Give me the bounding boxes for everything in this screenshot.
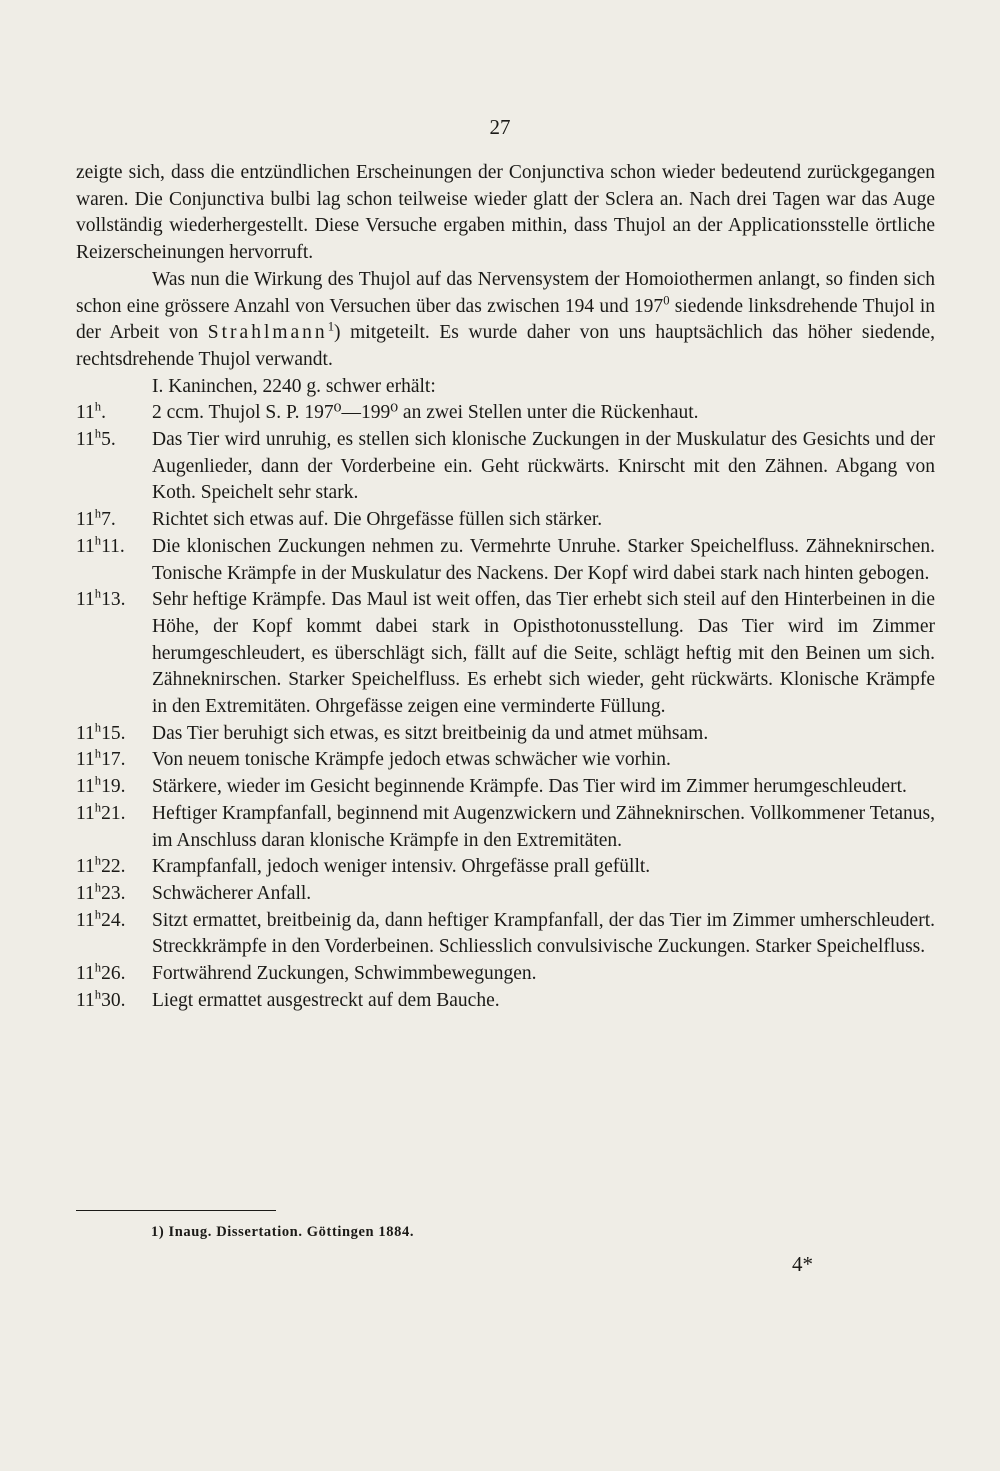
entry-minute: 15. bbox=[101, 722, 126, 744]
hour-mark: h bbox=[94, 800, 102, 815]
entry-time bbox=[76, 801, 152, 854]
entry-text: Das Tier beruhigt sich etwas, es sitzt breitbeinig da und atmet mühsam. bbox=[152, 722, 709, 744]
entry-text: Stärkere, wieder im Gesicht beginnende Krämpfe. Das Tier wird im Zimmer herumgeschleudert. bbox=[152, 776, 907, 798]
entry-text: Krampfanfall, jedoch weniger intensiv. Ohrgefässe prall gefüllt. bbox=[152, 856, 651, 878]
entry-minute: 17. bbox=[101, 749, 126, 771]
protocol-entry bbox=[76, 961, 935, 988]
entry-hour: 11 bbox=[76, 402, 95, 424]
hour-mark: h bbox=[94, 746, 102, 761]
entry-text: Heftiger Krampfanfall, beginnend mit Augenzwickern und Zähneknirschen. Vollkommener Tetanus, im Anschluss daran klonische Krämpfe in den Extremitäten. bbox=[152, 802, 935, 851]
entry-time bbox=[76, 881, 152, 908]
hour-mark: h bbox=[94, 880, 102, 895]
entry-hour: 11 bbox=[76, 589, 95, 611]
protocol-entry bbox=[76, 427, 935, 507]
entry-text: Die klonischen Zuckungen nehmen zu. Vermehrte Unruhe. Starker Speichelfluss. Zähneknirschen. Tonische Krämpfe in der Muskulatur des Nackens. Der Kopf wird dabei stark nach hinten gebogen. bbox=[152, 535, 935, 584]
entry-text: Sehr heftige Krämpfe. Das Maul ist weit offen, das Tier erhebt sich steil auf den Hinterbeinen in die Höhe, der Kopf kommt dabei stark in Opisthotonusstellung. Das Tier wird im Zimmer herumgeschleudert, es überschlägt sich, fällt auf die Seite, schlägt heftig mit den Beinen um sich. Zähneknirschen. Starker Speichelfluss. Es erhebt sich wieder, geht rückwärts. Klonische Krämpfe in den Extremitäten. Ohrgefässe zeigen eine verminderte Füllung. bbox=[152, 589, 935, 718]
entry-hour: 11 bbox=[76, 749, 95, 771]
entry-text: Das Tier wird unruhig, es stellen sich klonische Zuckungen in der Muskulatur des Gesichts und der Augenlieder, dann der Vorderbeine ein. Geht rückwärts. Knirscht mit den Zähnen. Abgang von Koth. Speichelt sehr stark. bbox=[152, 429, 935, 504]
sheet-signature: 4* bbox=[792, 1252, 813, 1276]
hour-mark: h bbox=[94, 506, 102, 521]
page-number: 27 bbox=[489, 115, 511, 139]
protocol-entry bbox=[76, 721, 935, 748]
entry-minute: . bbox=[101, 402, 106, 424]
protocol-entries bbox=[76, 400, 935, 1014]
entry-text: Sitzt ermattet, breitbeinig da, dann heftiger Krampfanfall, der das Tier im Zimmer umherschleudert. Streckkrämpfe in den Vorderbeinen. Schliesslich convulsivische Zuckungen. Starker Speichelfluss. bbox=[152, 909, 935, 958]
footnote-reference: 1 bbox=[327, 319, 335, 334]
entry-time bbox=[76, 507, 152, 534]
intro-paragraph-2 bbox=[76, 267, 935, 374]
entry-text: Liegt ermattet ausgestreckt auf dem Bauche. bbox=[152, 989, 500, 1011]
entry-time bbox=[76, 587, 152, 721]
experiment-subject: I. Kaninchen, 2240 g. schwer erhält: bbox=[152, 375, 436, 397]
entry-time bbox=[76, 961, 152, 988]
entry-text: Fortwährend Zuckungen, Schwimmbewegungen. bbox=[152, 963, 537, 985]
entry-time bbox=[76, 400, 152, 427]
protocol-entry bbox=[76, 534, 935, 587]
entry-minute: 7. bbox=[101, 509, 116, 531]
entry-time bbox=[76, 774, 152, 801]
footnote-rule bbox=[76, 1210, 276, 1211]
degree-mark: 0 bbox=[663, 293, 670, 308]
entry-text: Schwächerer Anfall. bbox=[152, 882, 312, 904]
entry-minute: 11. bbox=[101, 535, 125, 557]
hour-mark: h bbox=[94, 987, 102, 1002]
entry-hour: 11 bbox=[76, 776, 95, 798]
protocol-entry bbox=[76, 507, 935, 534]
entry-text: Richtet sich etwas auf. Die Ohrgefässe füllen sich stärker. bbox=[152, 509, 603, 531]
protocol-entry bbox=[76, 988, 935, 1015]
hour-mark: h bbox=[94, 399, 102, 414]
entry-minute: 26. bbox=[101, 963, 126, 985]
entry-hour: 11 bbox=[76, 535, 95, 557]
entry-time bbox=[76, 721, 152, 748]
entry-time bbox=[76, 427, 152, 507]
entry-minute: 30. bbox=[101, 989, 126, 1011]
entry-hour: 11 bbox=[76, 909, 95, 931]
hour-mark: h bbox=[94, 426, 102, 441]
entry-hour: 11 bbox=[76, 856, 95, 878]
author-name: Strahlmann bbox=[207, 322, 328, 344]
entry-hour: 11 bbox=[76, 509, 95, 531]
entry-time bbox=[76, 988, 152, 1015]
entry-time bbox=[76, 854, 152, 881]
intro-paragraph-1: zeigte sich, dass die entzündlichen Erscheinungen der Conjunctiva schon wieder bedeutend zurückgegangen waren. Die Conjunctiva bulbi lag schon teilweise wieder glatt der Sclera an. Nach drei Tagen war das Auge vollständig wiederhergestellt. Diese Versuche ergaben mithin, dass Thujol an der Applicationsstelle örtliche Reizerscheinungen hervorruft. bbox=[76, 162, 935, 264]
entry-hour: 11 bbox=[76, 989, 95, 1011]
entry-hour: 11 bbox=[76, 882, 95, 904]
protocol-entry bbox=[76, 881, 935, 908]
entry-minute: 23. bbox=[101, 882, 126, 904]
protocol-entry bbox=[76, 774, 935, 801]
entry-minute: 5. bbox=[101, 429, 116, 451]
protocol-entry bbox=[76, 400, 935, 427]
hour-mark: h bbox=[94, 720, 102, 735]
entry-time bbox=[76, 534, 152, 587]
entry-minute: 19. bbox=[101, 776, 126, 798]
entry-text: 2 ccm. Thujol S. P. 197⁰—199⁰ an zwei Stellen unter die Rückenhaut. bbox=[152, 402, 699, 424]
intro-paragraph-2-part-b: siedende linksdrehende Thujol in der Arbeit von bbox=[76, 295, 935, 344]
intro-paragraph-2-part-c: ) mitgeteilt. Es wurde daher von uns hauptsächlich das höher siedende, rechtsdrehende Thujol verwandt. bbox=[76, 322, 935, 370]
entry-hour: 11 bbox=[76, 802, 95, 824]
entry-minute: 21. bbox=[101, 802, 126, 824]
protocol-entry bbox=[76, 801, 935, 854]
protocol-entry bbox=[76, 908, 935, 961]
entry-time bbox=[76, 908, 152, 961]
hour-mark: h bbox=[94, 533, 102, 548]
hour-mark: h bbox=[94, 586, 102, 601]
hour-mark: h bbox=[94, 960, 102, 975]
entry-hour: 11 bbox=[76, 429, 95, 451]
intro-paragraph-2-part-a: Was nun die Wirkung des Thujol auf das Nervensystem der Homoiothermen anlangt, so finden sich schon eine grössere Anzahl von Versuchen über das zwischen 194 und 197 bbox=[76, 268, 935, 317]
body-text bbox=[76, 160, 935, 1015]
protocol-entry bbox=[76, 854, 935, 881]
protocol-entry bbox=[76, 747, 935, 774]
protocol-entry bbox=[76, 587, 935, 721]
hour-mark: h bbox=[94, 773, 102, 788]
entry-hour: 11 bbox=[76, 963, 95, 985]
entry-hour: 11 bbox=[76, 722, 95, 744]
entry-time bbox=[76, 747, 152, 774]
entry-minute: 22. bbox=[101, 856, 126, 878]
hour-mark: h bbox=[94, 907, 102, 922]
entry-minute: 24. bbox=[101, 909, 126, 931]
footnote: 1) Inaug. Dissertation. Göttingen 1884. bbox=[151, 1224, 415, 1240]
entry-text: Von neuem tonische Krämpfe jedoch etwas schwächer wie vorhin. bbox=[152, 749, 671, 771]
hour-mark: h bbox=[94, 853, 102, 868]
entry-minute: 13. bbox=[101, 589, 126, 611]
